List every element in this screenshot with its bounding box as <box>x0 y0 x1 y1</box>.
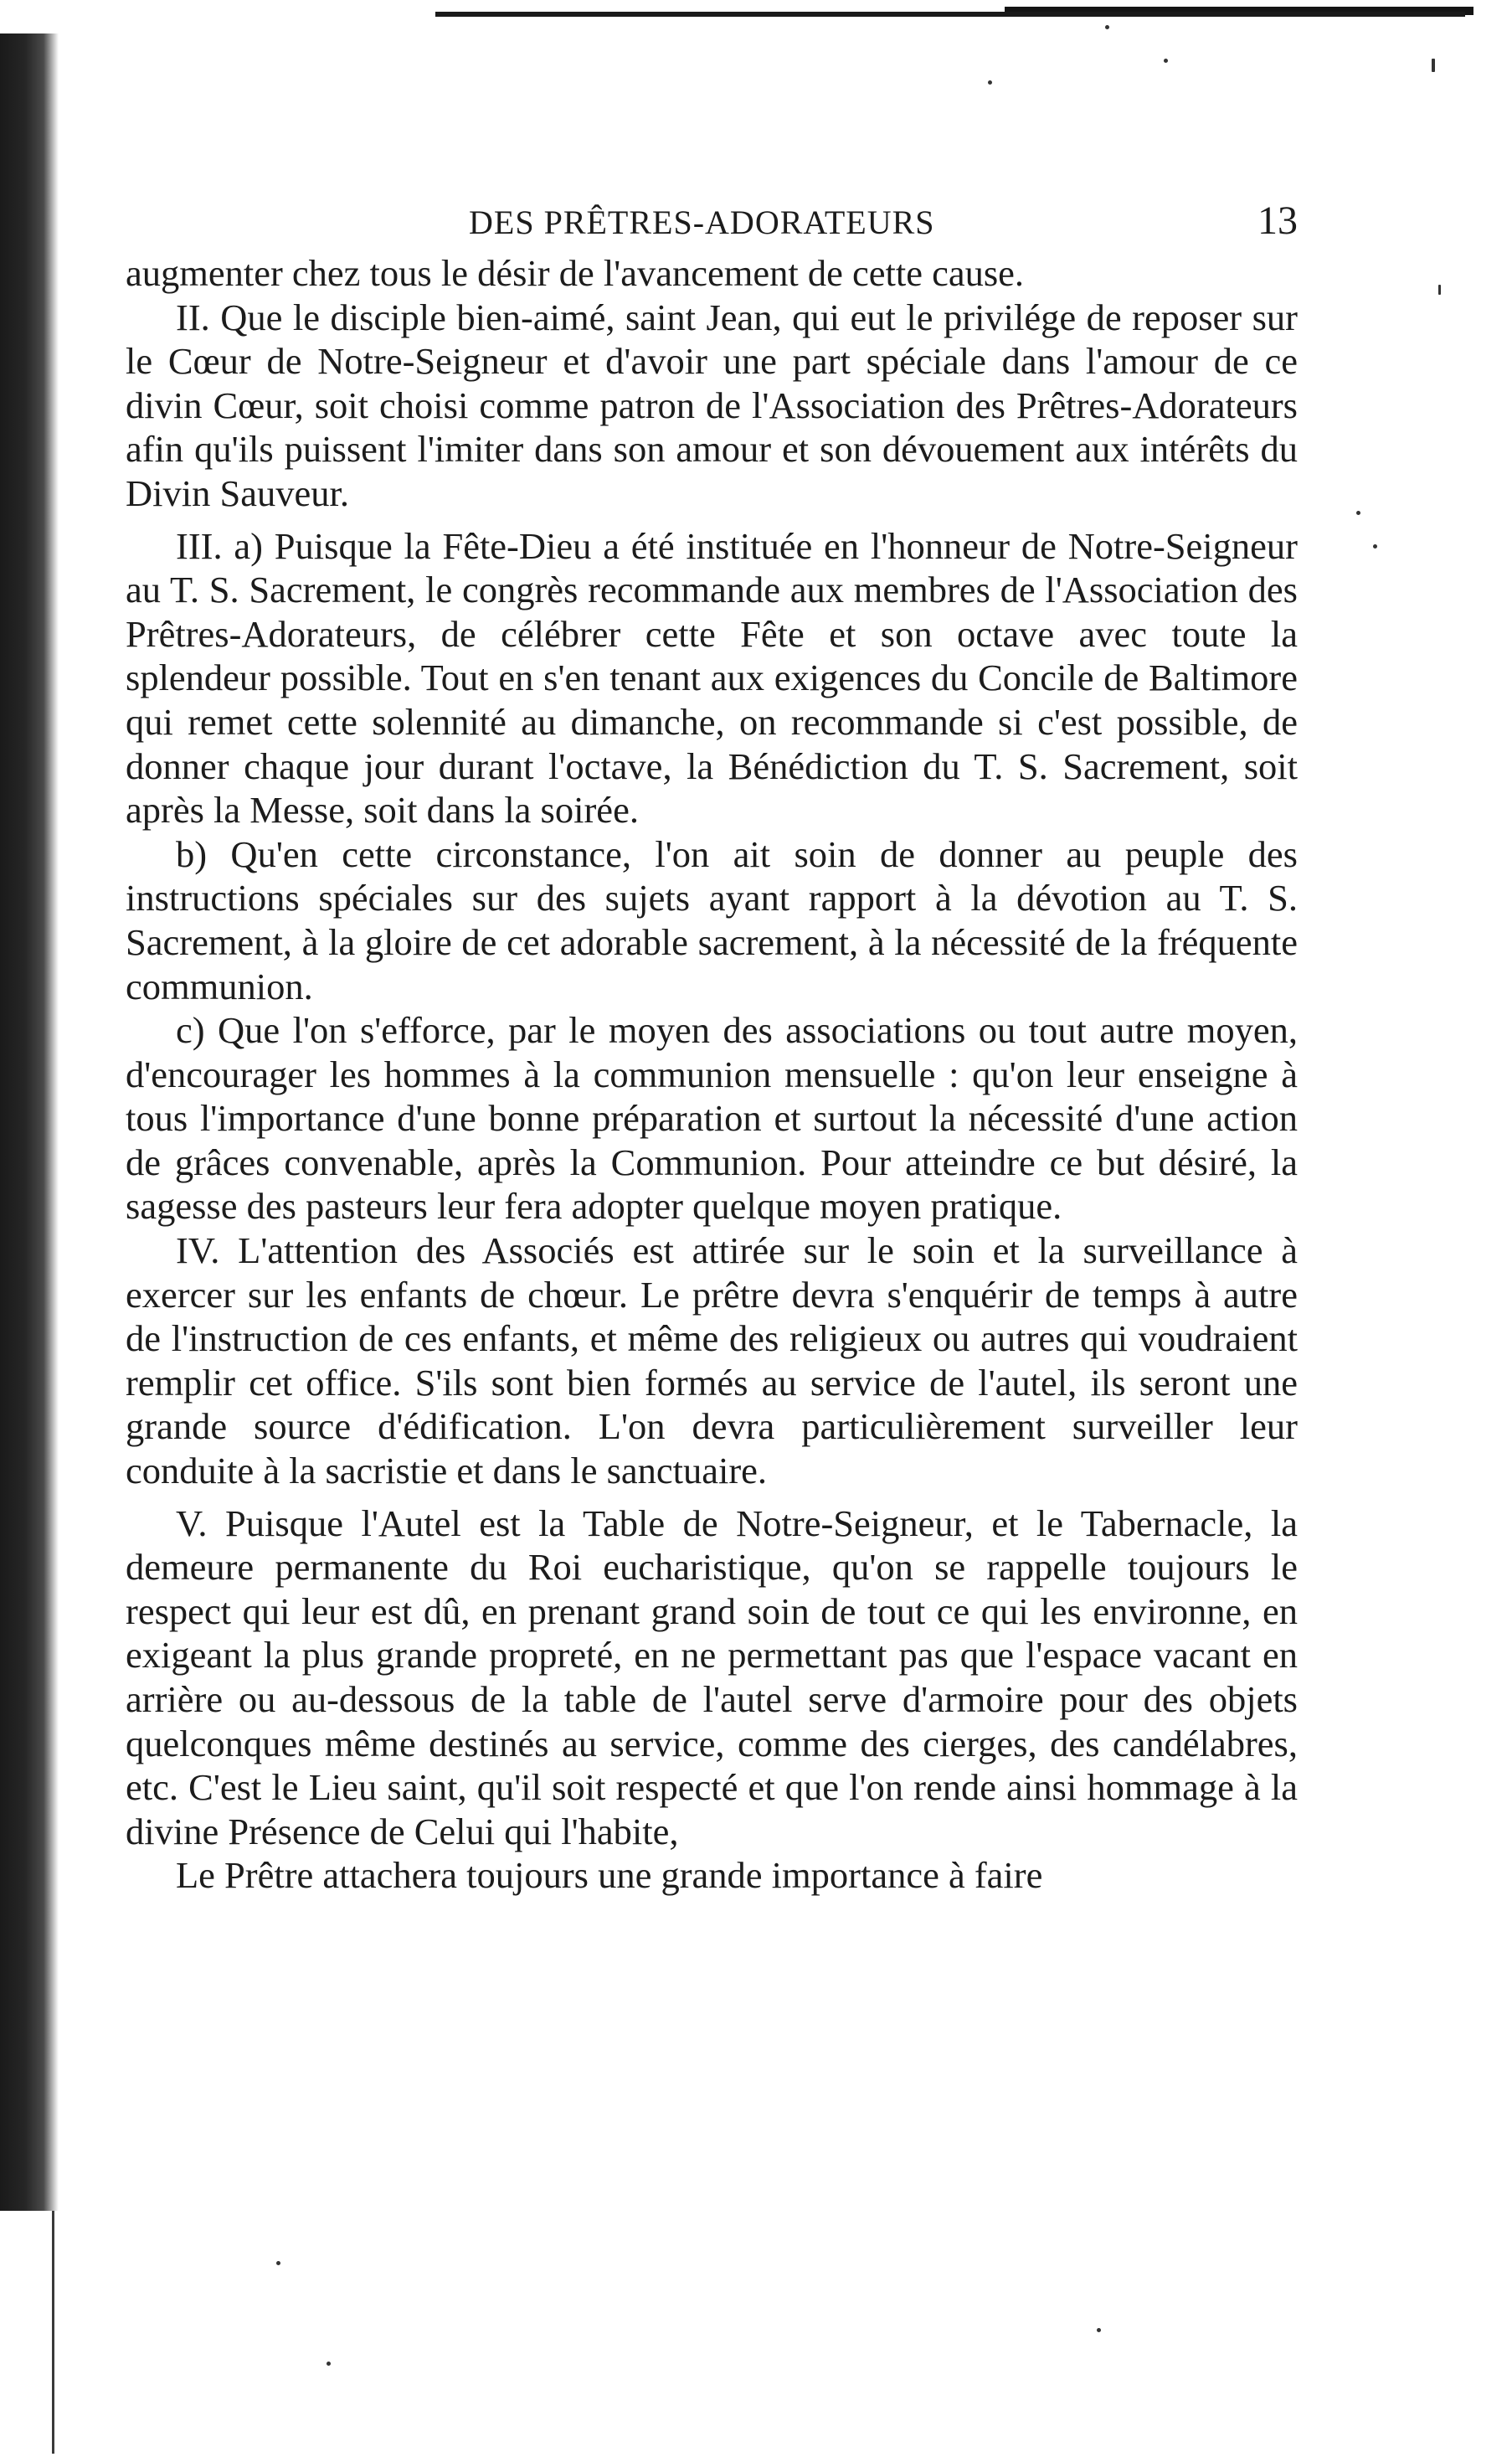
running-title: DES PRÊTRES-ADORATEURS <box>469 203 935 241</box>
left-binding-shadow <box>0 33 59 2211</box>
page-header <box>126 198 1298 248</box>
scan-speck <box>988 80 992 85</box>
scan-speck <box>1356 511 1360 515</box>
scan-speck <box>1097 2328 1101 2332</box>
left-binding-line <box>52 2211 54 2454</box>
paragraph-article-3b: b) Qu'en cette circonstance, l'on ait soin de donner au peuple des instructions spéciales sur des sujets ayant rapport à la dévotion au T. S. Sacrement, à la gloire de cet adorable sacrement, à la nécessité de la fréquente communion. <box>126 832 1298 1007</box>
paragraph-final: Le Prêtre attachera toujours une grande importance à faire <box>176 1854 1043 1897</box>
scan-speck <box>1105 25 1109 29</box>
scan-speck <box>1432 59 1435 72</box>
paragraph-article-3a: III. a) Puisque la Fête-Dieu a été instituée en l'honneur de Notre-Seigneur au T. S. Sacrement, le congrès recommande aux membres de l'Association des Prêtres-Adorateurs, de célébrer cette Fête et son octave avec toute la splendeur possible. Tout en s'en tenant aux exigences du Concile de Baltimore qui remet cette solennité au dimanche, on recommande si c'est possible, de donner chaque jour durant l'octave, la Bénédiction du T. S. Sacrement, soit après la Messe, soit dans la soirée. <box>126 524 1298 832</box>
paragraph-article-5: V. Puisque l'Autel est la Table de Notre-Seigneur, et le Tabernacle, la demeure permanente du Roi eucharistique, qu'on se rappelle toujours le respect qui leur est dû, en prenant grand soin de tout ce qui les environne, en exigeant la plus grande propreté, en ne permettant pas que l'espace vacant en arrière ou au-dessous de la table de l'autel serve d'armoire pour des objets quelconques même destinés au service, comme des cierges, des candélabres, etc. C'est le Lieu saint, qu'il soit respecté et que l'on rende ainsi hommage à la divine Présence de Celui qui l'habite, <box>126 1502 1298 1852</box>
page-number: 13 <box>1257 198 1298 243</box>
scan-speck <box>327 2362 331 2366</box>
scan-speck <box>276 2261 280 2265</box>
paragraph-article-4: IV. L'attention des Associés est attirée sur le soin et la surveillance à exercer sur les enfants de chœur. Le prêtre devra s'enquérir de temps à autre de l'instruction de ces enfants, et même des religieux ou autres qui voudraient remplir cet office. S'ils sont bien formés au service de l'autel, ils seront une grande source d'édification. L'on devra particulièrement surveiller leur conduite à la sacristie et dans le sanctuaire. <box>126 1229 1298 1492</box>
paragraph-article-2: II. Que le disciple bien-aimé, saint Jean, qui eut le privilége de reposer sur le Cœur de Notre-Seigneur et d'avoir une part spéciale dans l'amour de ce divin Cœur, soit choisi comme patron de l'Association des Prêtres-Adorateurs afin qu'ils puissent l'imiter dans son amour et son dévouement aux intérêts du Divin Sauveur. <box>126 296 1298 514</box>
scan-speck <box>1438 285 1441 295</box>
paragraph-article-3c: c) Que l'on s'efforce, par le moyen des associations ou tout autre moyen, d'encourager les hommes à la communion mensuelle : qu'on leur enseigne à tous l'importance d'une bonne préparation et surtout la nécessité d'une action de grâces convenable, après la Communion. Pour atteindre ce but désiré, la sagesse des pasteurs leur fera adopter quelque moyen pratique. <box>126 1009 1298 1228</box>
scan-speck <box>1373 544 1377 549</box>
scan-speck <box>1164 59 1168 63</box>
paragraph-continuation: augmenter chez tous le désir de l'avancement de cette cause. <box>126 252 1025 294</box>
body-text <box>126 251 1298 1898</box>
top-scan-rule <box>435 12 1465 17</box>
